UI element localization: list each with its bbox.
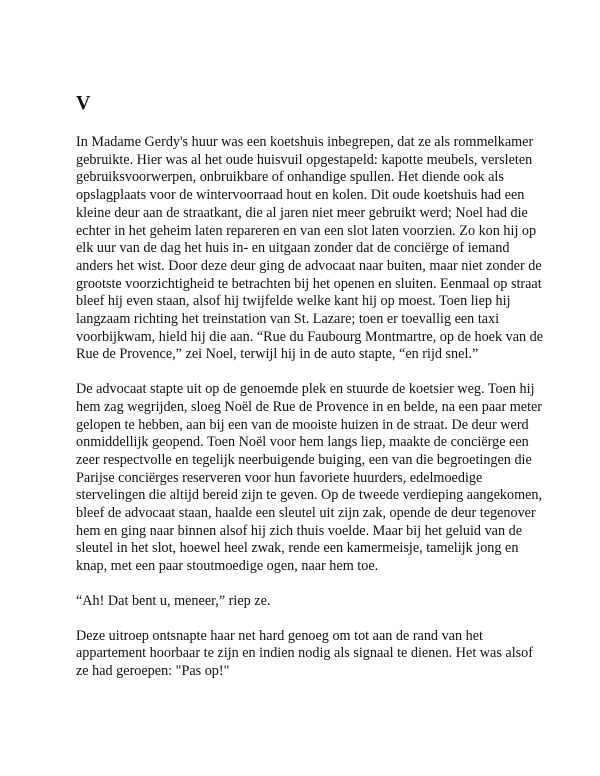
paragraph-4: Deze uitroep ontsnapte haar net hard genoeg om tot aan de rand van het appartement hoorbaar te zijn en indien nodig als signaal te dienen. Het was alsof ze had geroepen: "Pas op!": [76, 627, 533, 679]
document-page: [76, 92, 548, 698]
paragraph-2: De advocaat stapte uit op de genoemde plek en stuurde de koetsier weg. Toen hij hem zag wegrijden, sloeg Noël de Rue de Provence in en belde, na een paar meter gelopen te hebben, aan bij een van de mooiste huizen in de straat. De deur werd onmiddellijk geopend. Toen Noël voor hem langs liep, maakte de conciërge een zeer respectvolle en tegelijk neerbuigende buiging, een van die begroetingen die Parijse conciërges reserveren voor hun favoriete huurders, edelmoedige stervelingen die altijd bereid zijn te geven. Op de tweede verdieping aangekomen, bleef de advocaat staan, haalde een sleutel uit zijn zak, opende de deur tegenover hem en ging naar binnen alsof hij zich thuis voelde. Maar bij het geluid van de sleutel in het slot, hoewel heel zwak, rende een kamermeisje, tamelijk jong en knap, met een paar stoutmoedige ogen, naar hem toe.: [76, 381, 543, 575]
paragraph-3: “Ah! Dat bent u, meneer,” riep ze.: [76, 592, 271, 609]
chapter-heading: V: [76, 92, 91, 114]
paragraph-1: In Madame Gerdy's huur was een koetshuis inbegrepen, dat ze als rommelkamer gebruikte. Hier was al het oude huisvuil opgestapeld: kapotte meubels, versleten gebruiksvoorwerpen, onbruikbare of onhandige spullen. Het diende ook als opslagplaats voor de wintervoorraad hout en kolen. Dit oude koetshuis had een kleine deur aan de straatkant, die al jaren niet meer gebruikt werd; Noel had die echter in het geheim laten repareren en van een slot laten voorzien. Zo kon hij op elk uur van de dag het huis in- en uitgaan zonder dat de conciërge of iemand anders het wist. Door deze deur ging de advocaat naar buiten, maar niet zonder de grootste voorzichtigheid te betrachten bij het openen en sluiten. Eenmaal op straat bleef hij even staan, alsof hij twijfelde welke kant hij op moest. Toen liep hij langzaam richting het treinstation van St. Lazare; toen er toevallig een taxi voorbijkwam, hield hij die aan. “Rue du Faubourg Montmartre, op de hoek van de Rue de Provence,” zei Noel, terwijl hij in de auto stapte, “en rijd snel.”: [76, 134, 544, 363]
